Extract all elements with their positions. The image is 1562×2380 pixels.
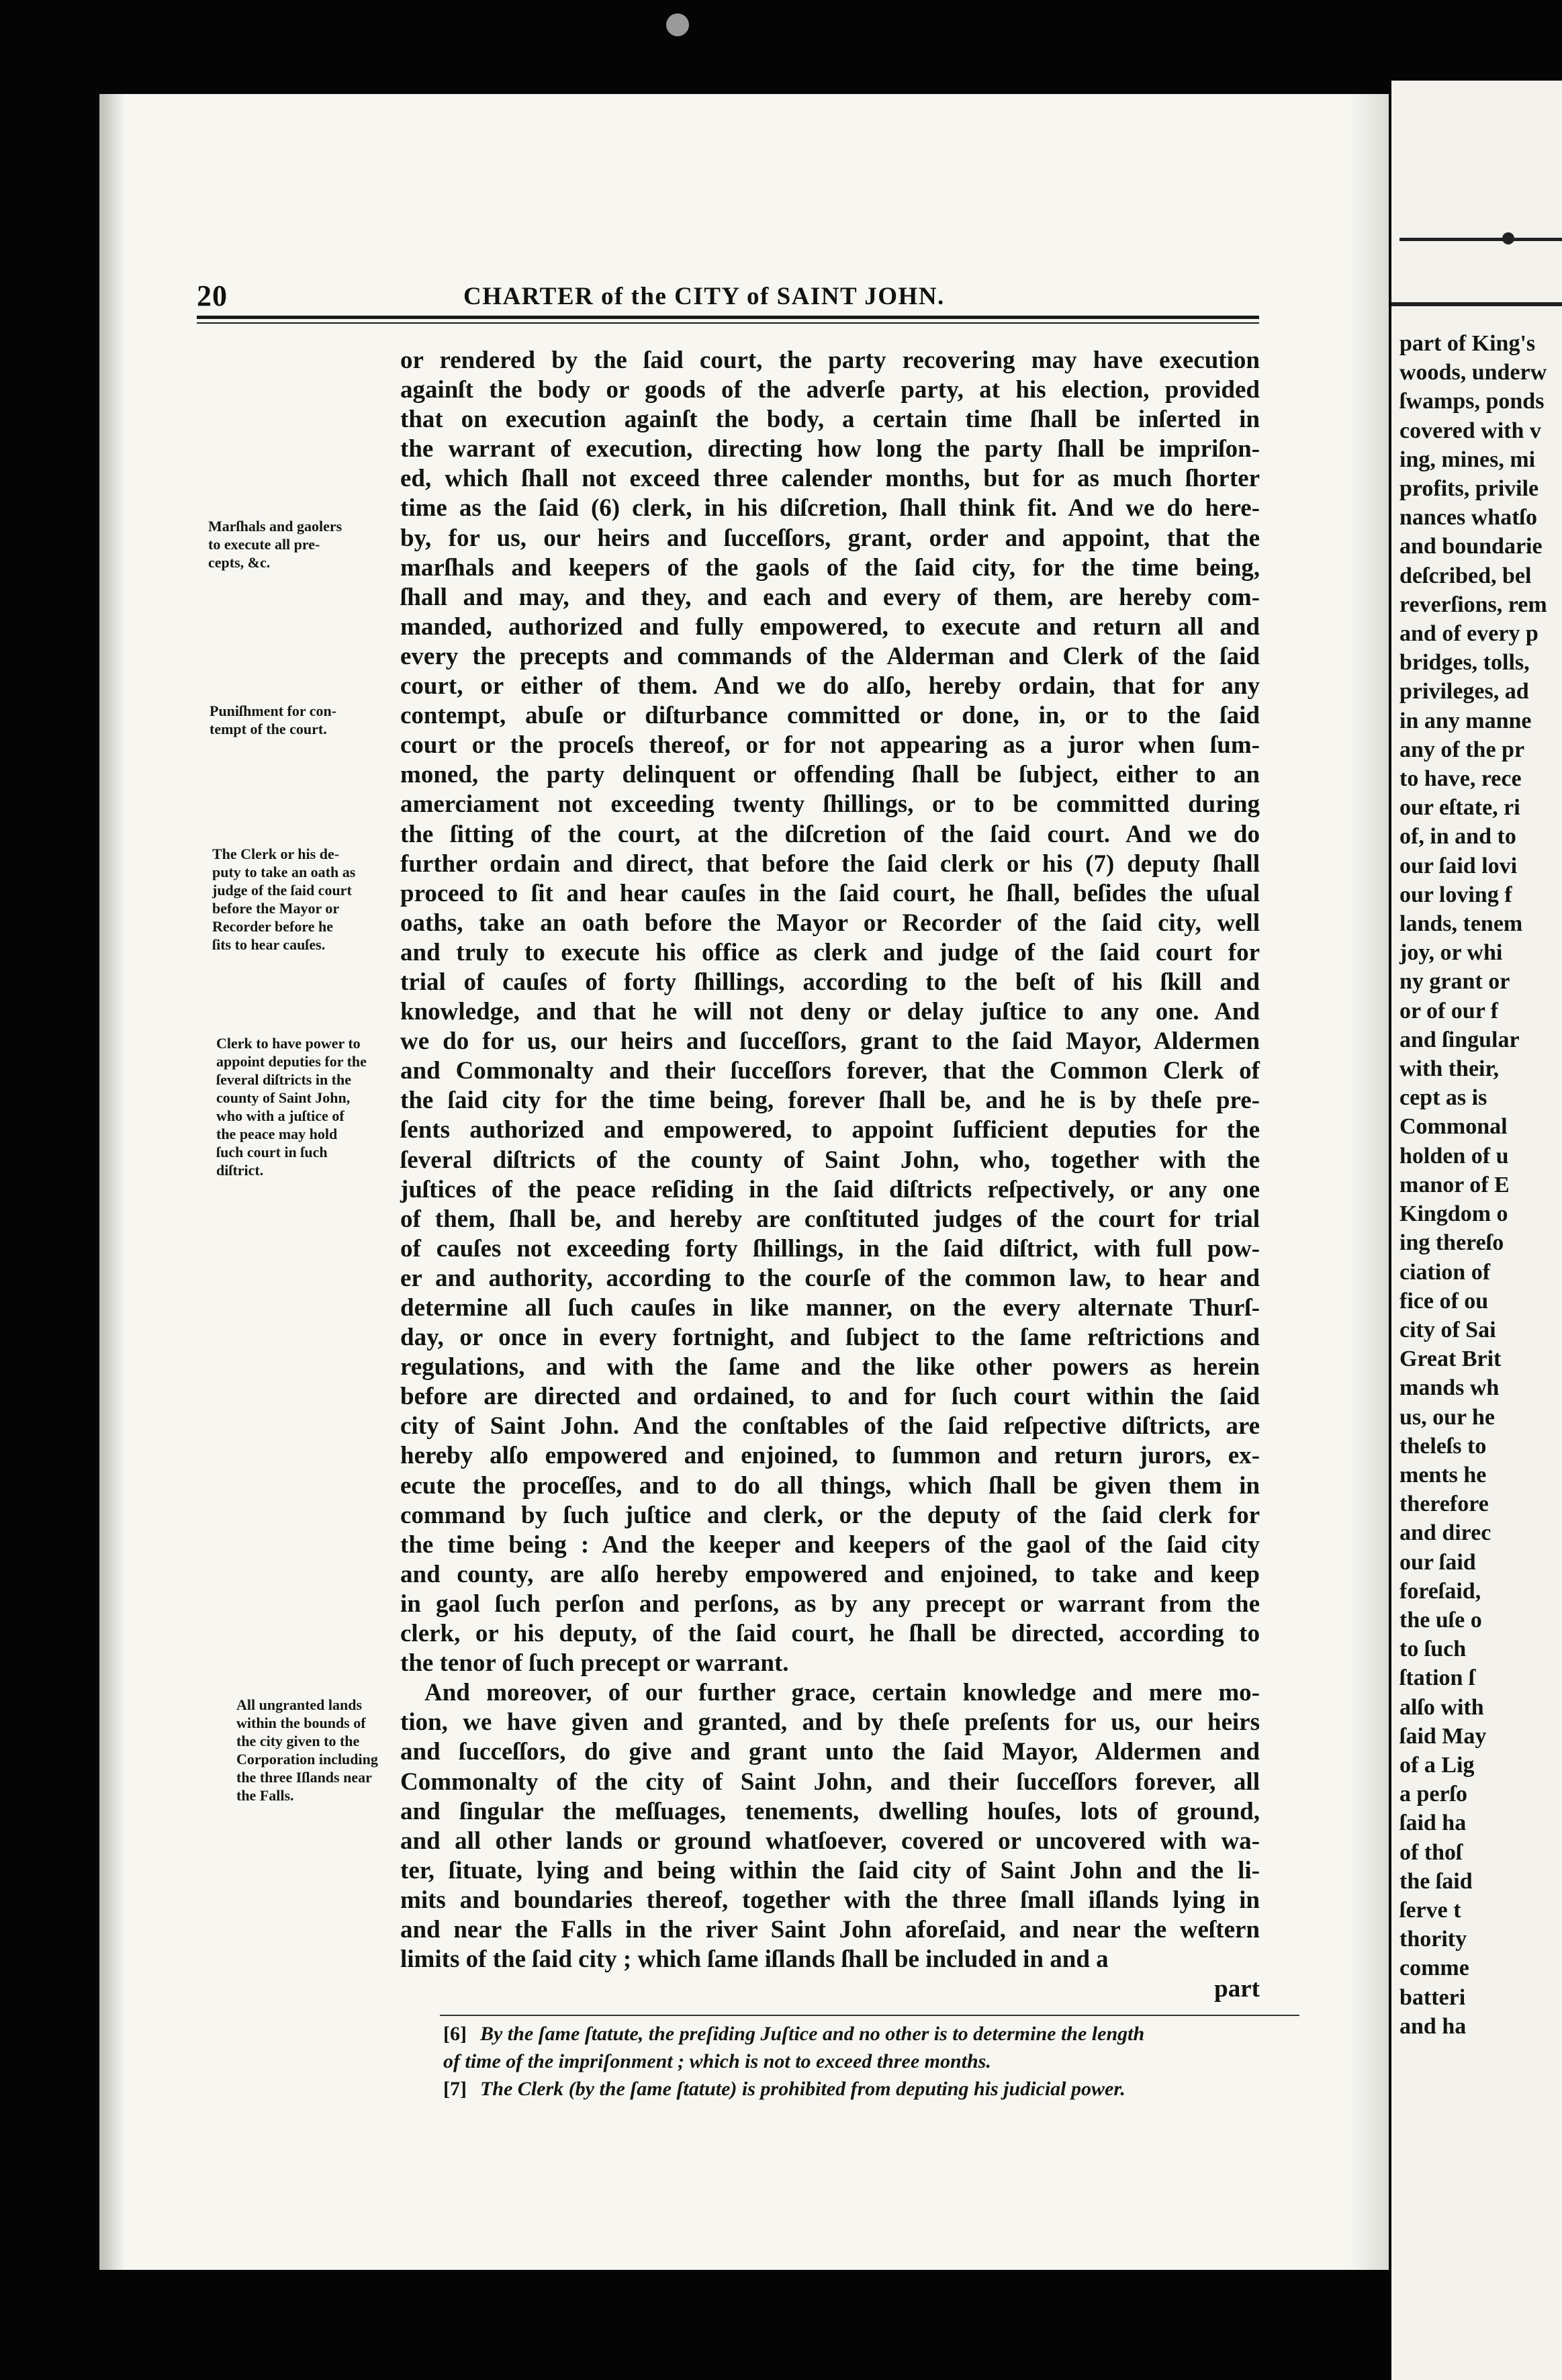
facing-page-line: reverſions, rem xyxy=(1399,592,1547,617)
body-line: tion, we have given and granted, and by theſe preſents for us, our heirs xyxy=(400,1708,1260,1737)
facing-page-line: thority xyxy=(1399,1927,1467,1952)
body-line: ſeveral diſtricts of the county of Saint John, who, together with the xyxy=(400,1146,1260,1174)
facing-page-line: the uſe o xyxy=(1399,1607,1482,1633)
facing-page-line: and boundarie xyxy=(1399,534,1543,559)
facing-page-line: a perſo xyxy=(1399,1782,1468,1807)
sidenote-line: Corporation including xyxy=(236,1751,378,1768)
body-line: moned, the party delinquent or offending ſhall be ſubject, either to an xyxy=(400,761,1260,789)
facing-page-header-rule xyxy=(1391,302,1562,306)
body-line: court or the proceſs thereof, or for not appearing as a juror when ſum- xyxy=(400,731,1260,760)
sidenote-line: ſuch court in ſuch xyxy=(216,1144,328,1160)
body-line: that on execution againſt the body, a certain time ſhall be inſerted in xyxy=(400,406,1260,434)
facing-page-line: and direc xyxy=(1399,1520,1491,1546)
sidenote-line: tempt of the court. xyxy=(210,721,327,737)
sidenote-line: appoint deputies for the xyxy=(216,1053,367,1070)
footnotes xyxy=(443,2020,1303,2103)
sidenote-line: cepts, &c. xyxy=(208,554,271,571)
body-line: of cauſes not exceeding forty ſhillings, in the ſaid diſtrict, with full pow- xyxy=(400,1234,1260,1263)
body-text xyxy=(400,346,1260,2004)
facing-page-line: city of Sai xyxy=(1399,1317,1496,1342)
body-line: and Commonalty and their ſucceſſors forever, that the Common Clerk of xyxy=(400,1057,1260,1085)
facing-page-line: in any manne xyxy=(1399,708,1532,733)
page-number: 20 xyxy=(197,279,228,312)
sidenote-punishment xyxy=(210,702,336,738)
facing-page-line: foreſaid, xyxy=(1399,1578,1481,1604)
facing-page-line: our eſtate, ri xyxy=(1399,795,1520,821)
sidenote-line: Recorder before he xyxy=(212,918,334,935)
facing-page-line: to ſuch xyxy=(1399,1637,1467,1662)
body-line: of them, ſhall be, and hereby are conſtituted judges of the court for trial xyxy=(400,1205,1260,1233)
facing-page-line: fice of ou xyxy=(1399,1288,1489,1314)
footnote-text: of time of the impriſonment ; which is not to exceed three months. xyxy=(443,2050,991,2072)
body-line: trial of cauſes of forty ſhillings, according to the beſt of his ſkill and xyxy=(400,968,1260,996)
page-edge-shadow xyxy=(1350,94,1389,2270)
sidenote-line: the city given to the xyxy=(236,1733,360,1749)
body-line: the ſitting of the court, at the diſcretion of the ſaid court. And we do xyxy=(400,820,1260,848)
facing-page-line: of a Lig xyxy=(1399,1752,1475,1778)
sidenote-line: ſeveral diſtricts in the xyxy=(216,1071,352,1088)
facing-page-line: alſo with xyxy=(1399,1694,1484,1720)
facing-page-line: our ſaid xyxy=(1399,1549,1476,1575)
body-line: amerciament not exceeding twenty ſhillings, or to be committed during xyxy=(400,790,1260,819)
body-line: Commonalty of the city of Saint John, and their ſucceſſors forever, all xyxy=(400,1768,1260,1796)
sidenote-clerk-oath xyxy=(212,845,355,954)
footnote-line xyxy=(443,2075,1303,2103)
body-line: clerk, or his deputy, of the ſaid court, he ſhall be directed, according to xyxy=(400,1620,1260,1648)
sidenote-line: All ungranted lands xyxy=(236,1696,363,1713)
body-line: ecute the proceſſes, and to do all things, which ſhall be given them in xyxy=(400,1471,1260,1500)
body-line: the ſaid city for the time being, forever ſhall be, and he is by theſe pre- xyxy=(400,1087,1260,1115)
header-rule xyxy=(197,316,1259,319)
body-line: ſents authorized and empowered, to appoint ſufficient deputies for the xyxy=(400,1116,1260,1144)
facing-page-line: Great Brit xyxy=(1399,1346,1502,1372)
footnote-line xyxy=(443,2048,1303,2075)
facing-page-line: us, our he xyxy=(1399,1404,1496,1430)
body-line: before are directed and ordained, to and for ſuch court within the ſaid xyxy=(400,1383,1260,1411)
sidenote-line: the Falls. xyxy=(236,1787,294,1804)
facing-page-line: or of our f xyxy=(1399,998,1499,1023)
body-line: city of Saint John. And the conſtables of the ſaid reſpective diſtricts, are xyxy=(400,1412,1260,1440)
body-line: knowledge, and that he will not deny or delay juſtice to any one. And xyxy=(400,998,1260,1026)
facing-page-line: lands, tenem xyxy=(1399,911,1523,937)
sidenote-line: before the Mayor or xyxy=(212,900,340,917)
facing-page-text xyxy=(1399,329,1562,2041)
body-line: contempt, abuſe or diſturbance committed or done, in, or to the ſaid xyxy=(400,702,1260,730)
body-line: regulations, and with the ſame and the like other powers as herein xyxy=(400,1353,1260,1381)
facing-page-line: ny grant or xyxy=(1399,969,1510,995)
header-rule-thin xyxy=(197,322,1259,324)
sidenote-clerk-deputies xyxy=(216,1034,367,1179)
facing-page-line: and of every p xyxy=(1399,621,1538,647)
facing-page-line: our loving f xyxy=(1399,882,1512,907)
facing-page-line: the ſaid xyxy=(1399,1868,1473,1894)
sidenote-line: ſits to hear cauſes. xyxy=(212,936,326,953)
facing-page-line: batteri xyxy=(1399,1984,1466,2010)
facing-page-line: holden of u xyxy=(1399,1143,1509,1169)
body-line: proceed to ſit and hear cauſes in the ſaid court, he ſhall, beſides the uſual xyxy=(400,879,1260,907)
body-line: the warrant of execution, directing how long the party ſhall be impriſon- xyxy=(400,435,1260,463)
facing-page-line: part of King's xyxy=(1399,331,1536,356)
facing-page-line: ing, mines, mi xyxy=(1399,447,1536,472)
sidenote-line: Marſhals and gaolers xyxy=(208,518,342,535)
facing-page-line: Kingdom o xyxy=(1399,1201,1508,1227)
facing-page-line: ſwamps, ponds xyxy=(1399,389,1545,414)
facing-page-line: cept as is xyxy=(1399,1085,1487,1111)
body-line: And moreover, of our further grace, certain knowledge and mere mo- xyxy=(424,1679,1260,1707)
body-line: and truly to execute his office as clerk and judge of the ſaid court for xyxy=(400,938,1260,966)
facing-page-line: profits, privile xyxy=(1399,476,1539,502)
facing-page-line: therefore xyxy=(1399,1492,1489,1517)
facing-page-line: to have, rece xyxy=(1399,766,1522,792)
facing-page-line: ing thereſo xyxy=(1399,1230,1504,1256)
facing-page-line: and ha xyxy=(1399,2013,1467,2039)
body-line: limits of the ſaid city ; which ſame iſlands ſhall be included in and a xyxy=(400,1946,1109,1974)
facing-page-line: with their, xyxy=(1399,1056,1499,1082)
facing-page-line: ſtation ſ xyxy=(1399,1665,1475,1691)
scan-background xyxy=(0,2270,1391,2380)
sidenote-line: Puniſhment for con- xyxy=(210,702,337,719)
body-line: juſtices of the peace reſiding in the ſaid diſtricts reſpectively, or any one xyxy=(400,1175,1260,1203)
footnote-number: [6] xyxy=(443,2023,467,2045)
facing-page-line: our ſaid lovi xyxy=(1399,853,1518,878)
body-line: ter, ſituate, lying and being within the ſaid city of Saint John and the li- xyxy=(400,1856,1260,1884)
body-line: determine all ſuch cauſes in like manner, on the every alternate Thurſ- xyxy=(400,1294,1260,1322)
body-line: and all other lands or ground whatſoever, covered or uncovered with wa- xyxy=(400,1827,1260,1855)
body-line: mits and boundaries thereof, together with the three ſmall iſlands lying in xyxy=(400,1886,1260,1914)
footnote-text: The Clerk (by the ſame ſtatute) is prohibited from deputing his judicial power. xyxy=(479,2078,1125,2100)
footnote-rule xyxy=(440,2015,1299,2016)
facing-page-line: manor of E xyxy=(1399,1172,1510,1197)
body-line: time as the ſaid (6) clerk, in his diſcretion, ſhall think fit. And we do here- xyxy=(400,494,1260,522)
sidenote-line: the peace may hold xyxy=(216,1126,338,1142)
facing-page-line: theleſs to xyxy=(1399,1433,1487,1459)
body-line: ed, which ſhall not exceed three calender months, but for as much ſhorter xyxy=(400,465,1260,493)
body-line: day, or once in every fortnight, and ſubject to the ſame reſtrictions and xyxy=(400,1324,1260,1352)
sidenote-line: The Clerk or his de- xyxy=(212,845,340,862)
facing-page-line: joy, or whi xyxy=(1399,940,1503,966)
body-line: and near the Falls in the river Saint John aforeſaid, and near the weſtern xyxy=(400,1915,1260,1943)
body-line: the time being : And the keeper and keepers of the gaol of the ſaid city xyxy=(400,1530,1260,1559)
sidenote-line: within the bounds of xyxy=(236,1714,366,1731)
facing-page-line: ſaid ha xyxy=(1399,1811,1467,1836)
body-line: command by ſuch juſtice and clerk, or the deputy of the ſaid clerk for xyxy=(400,1501,1260,1529)
body-line: marſhals and keepers of the gaols of the ſaid city, for the time being, xyxy=(400,553,1260,582)
facing-page-line: and ſingular xyxy=(1399,1027,1520,1052)
body-line: ſhall and may, and they, and each and every of them, are hereby com- xyxy=(400,583,1260,611)
sidenote-line: county of Saint John, xyxy=(216,1089,351,1106)
body-line: every the precepts and commands of the Alderman and Clerk of the ſaid xyxy=(400,642,1260,670)
facing-page-line: ſaid May xyxy=(1399,1723,1487,1749)
body-line: in gaol ſuch perſon and perſons, as by any precept or warrant from the xyxy=(400,1590,1260,1618)
page-gutter-shadow xyxy=(99,94,125,2270)
body-line: court, or either of them. And we do alſo, hereby ordain, that for any xyxy=(400,672,1260,700)
footnote-number: [7] xyxy=(443,2078,467,2100)
body-line: er and authority, according to the courſe of the common law, to hear and xyxy=(400,1264,1260,1292)
facing-page-line: of, in and to xyxy=(1399,824,1516,850)
sidenote-line: puty to take an oath as xyxy=(212,864,356,880)
sidenote-line: who with a juſtice of xyxy=(216,1107,344,1124)
facing-page-line: ciation of xyxy=(1399,1259,1491,1285)
facing-page-line: mands wh xyxy=(1399,1375,1500,1401)
sidenote-line: to execute all pre- xyxy=(208,536,320,553)
facing-page-line: covered with v xyxy=(1399,418,1541,443)
body-line: by, for us, our heirs and ſucceſſors, grant, order and appoint, that the xyxy=(400,524,1260,552)
facing-page-line: ments he xyxy=(1399,1462,1487,1488)
facing-page-line: Commonal xyxy=(1399,1114,1508,1140)
camera-mark xyxy=(666,13,689,36)
facing-page-line: of thoſ xyxy=(1399,1839,1463,1865)
sidenote-line: judge of the ſaid court xyxy=(212,882,352,899)
body-line: and ſucceſſors, do give and grant unto the ſaid Mayor, Aldermen and xyxy=(400,1738,1260,1766)
facing-page-rule-ornament xyxy=(1502,232,1514,244)
facing-page-line: deſcribed, bel xyxy=(1399,563,1532,588)
facing-page-line: nances whatſo xyxy=(1399,505,1537,531)
body-line: oaths, take an oath before the Mayor or Recorder of the ſaid city, well xyxy=(400,909,1260,937)
body-line: part xyxy=(1214,1975,1260,2003)
facing-page xyxy=(1391,81,1562,2380)
body-line: or rendered by the ſaid court, the party recovering may have execution xyxy=(400,347,1260,374)
body-line: againſt the body or goods of the adverſe party, at his election, provided xyxy=(400,376,1260,404)
facing-page-top-rule xyxy=(1399,238,1562,241)
body-line: we do for us, our heirs and ſucceſſors, grant to the ſaid Mayor, Aldermen xyxy=(400,1027,1260,1056)
running-title: CHARTER of the CITY of SAINT JOHN. xyxy=(463,283,945,310)
sidenote-ungranted-lands xyxy=(236,1696,378,1804)
sidenote-line: Clerk to have power to xyxy=(216,1035,361,1052)
body-line: the tenor of ſuch precept or warrant. xyxy=(400,1649,789,1678)
footnote-text: By the ſame ſtatute, the preſiding Juſtice and no other is to determine the length xyxy=(479,2023,1145,2045)
body-line: and county, are alſo hereby empowered and enjoined, to take and keep xyxy=(400,1560,1260,1588)
facing-page-line: privileges, ad xyxy=(1399,679,1529,704)
sidenote-marshals xyxy=(208,517,342,571)
facing-page-line: comme xyxy=(1399,1956,1469,1981)
facing-page-line: any of the pr xyxy=(1399,737,1525,762)
body-line: hereby alſo empowered and enjoined, to ſummon and return jurors, ex- xyxy=(400,1442,1260,1470)
body-line: and ſingular the meſſuages, tenements, dwelling houſes, lots of ground, xyxy=(400,1797,1260,1825)
sidenote-line: the three Iſlands near xyxy=(236,1769,372,1786)
body-line: manded, authorized and fully empowered, to execute and return all and xyxy=(400,612,1260,641)
facing-page-line: woods, underw xyxy=(1399,360,1547,385)
footnote-line xyxy=(443,2020,1303,2048)
sidenote-line: diſtrict. xyxy=(216,1162,264,1179)
facing-page-line: ſerve t xyxy=(1399,1897,1461,1923)
facing-page-line: bridges, tolls, xyxy=(1399,650,1530,676)
body-line: further ordain and direct, that before the ſaid clerk or his (7) deputy ſhall xyxy=(400,850,1260,878)
